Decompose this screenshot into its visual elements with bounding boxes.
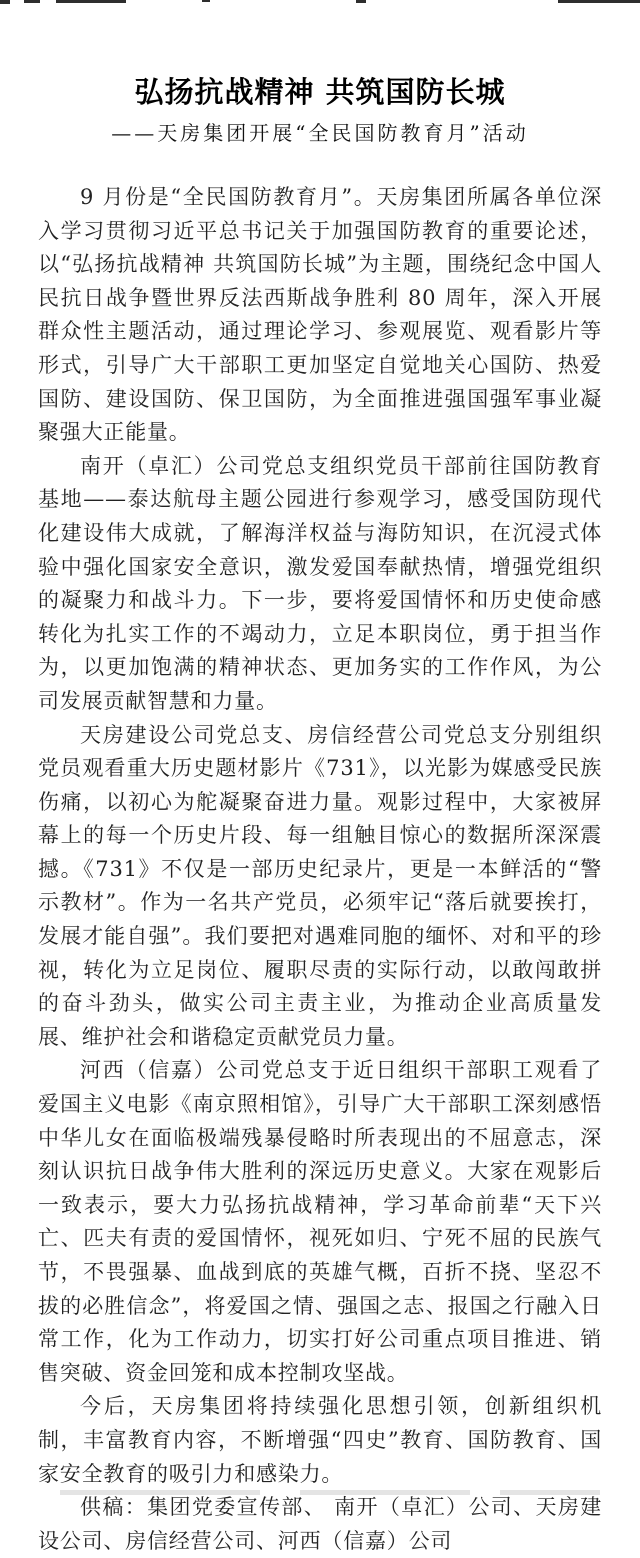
edge-mark bbox=[500, 1490, 600, 1495]
paragraph-1: 9 月份是“全民国防教育月”。天房集团所属各单位深入学习贯彻习近平总书记关于加强国防教育的重要论述，以“弘扬抗战精神 共筑国防长城”为主题，围绕纪念中国人民抗日战争暨世界反法西斯战争胜利 80 周年，深入开展群众性主题活动，通过理论学习、参观展览、观看影片等形式，引导广大干部职工更加坚定自觉地关心国防、热爱国防、建设国防、保卫国防，为全面推进强国强军事业凝聚强大正能量。 bbox=[38, 185, 602, 445]
edge-mark bbox=[558, 0, 640, 3]
edge-mark bbox=[24, 0, 40, 3]
edge-mark bbox=[300, 1490, 470, 1495]
paragraph-2: 南开（卓汇）公司党总支组织党员干部前往国防教育基地——泰达航母主题公园进行参观学习，感受国防现代化建设伟大成就，了解海洋权益与海防知识，在沉浸式体验中强化国家安全意识，激发爱国奉献热情，增强党组织的凝聚力和战斗力。下一步，要将爱国情怀和历史使命感转化为扎实工作的不竭动力，立足本职岗位，勇于担当作为，以更加饱满的精神状态、更加务实的工作作风，为公司发展贡献智慧和力量。 bbox=[38, 453, 602, 713]
paragraph-3: 天房建设公司党总支、房信经营公司党总支分别组织党员观看重大历史题材影片《731》，以光影为媒感受民族伤痛，以初心为舵凝聚奋进力量。观影过程中，大家被屏幕上的每一个历史片段、每一组触目惊心的数据所深深震撼。《731》不仅是一部历史纪录片，更是一本鲜活的“警示教材”。作为一名共产党员，必须牢记“落后就要挨打，发展才能自强”。我们要把对遇难同胞的缅怀、对和平的珍视，转化为立足岗位、履职尽责的实际行动，以敢闯敢拼的奋斗劲头，做实公司主责主业，为推动企业高质量发展、维护社会和谐稳定贡献党员力量。 bbox=[38, 722, 602, 1049]
paragraph-4: 河西（信嘉）公司党总支于近日组织干部职工观看了爱国主义电影《南京照相馆》，引导广大干部职工深刻感悟中华儿女在面临极端残暴侵略时所表现出的不屈意志，深刻认识抗日战争伟大胜利的深远历史意义。大家在观影后一致表示，要大力弘扬抗战精神，学习革命前辈“天下兴亡、匹夫有责的爱国情怀，视死如归、宁死不屈的民族气节，不畏强暴、血战到底的英雄气概，百折不挠、坚忍不拔的必胜信念”，将爱国之情、强国之志、报国之行融入日常工作，化为工作动力，切实打好公司重点项目推进、销售突破、资金回笼和成本控制攻坚战。 bbox=[38, 1058, 602, 1385]
byline: 供稿：集团党委宣传部、 南开（卓汇）公司、天房建设公司、房信经营公司、河西（信嘉）公司 bbox=[38, 1495, 602, 1553]
edge-mark bbox=[56, 0, 126, 3]
document-title: 弘扬抗战精神 共筑国防长城 bbox=[134, 75, 506, 109]
edge-mark bbox=[356, 0, 366, 3]
document-subtitle: ——天房集团开展“全民国防教育月”活动 bbox=[111, 121, 529, 145]
paragraph-5: 今后，天房集团将持续强化思想引领，创新组织机制，丰富教育内容，不断增强“四史”教育、国防教育、国家安全教育的吸引力和感染力。 bbox=[38, 1394, 602, 1486]
edge-mark bbox=[60, 1490, 260, 1495]
edge-mark bbox=[202, 0, 210, 2]
edge-mark bbox=[0, 0, 10, 4]
document-body bbox=[38, 181, 602, 1558]
